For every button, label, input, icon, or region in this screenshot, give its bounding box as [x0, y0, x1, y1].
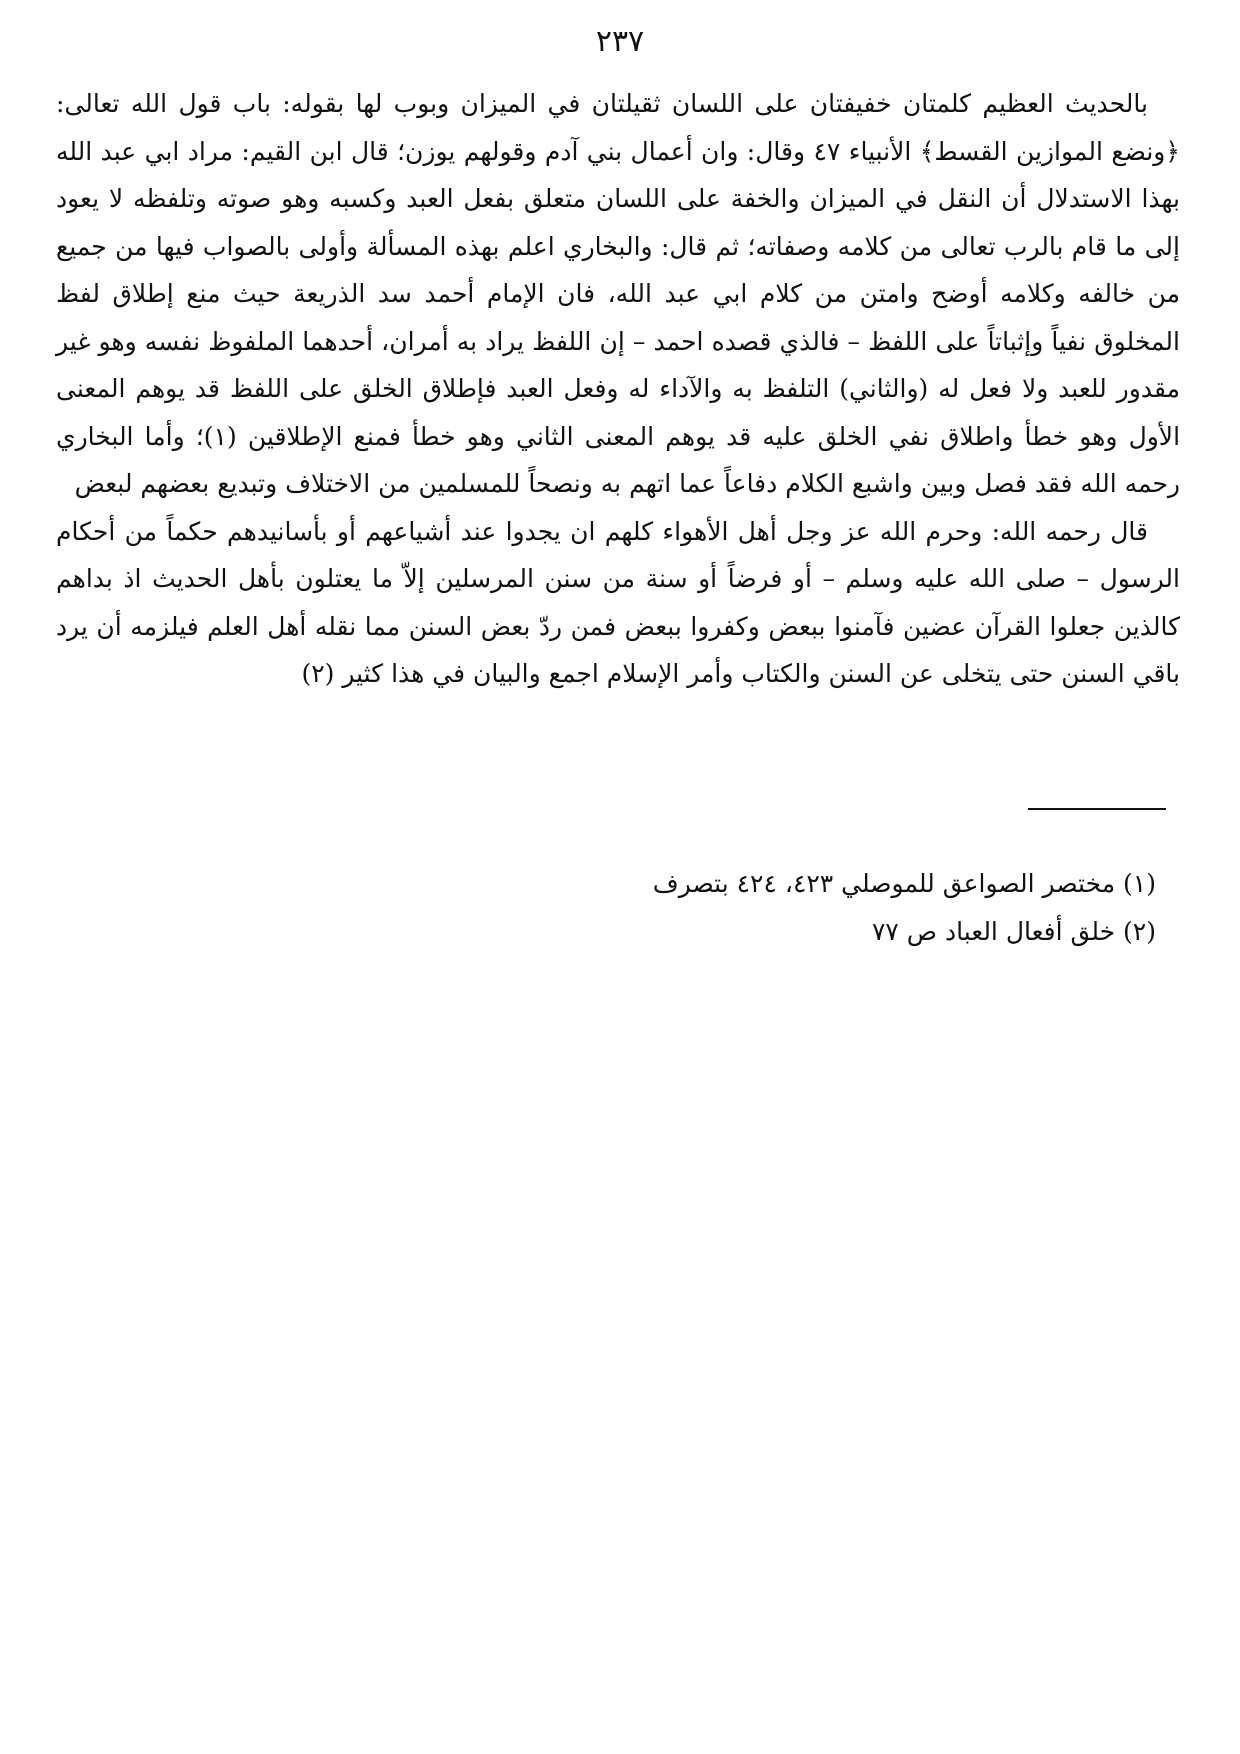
paragraph: بالحديث العظيم كلمتان خفيفتان على اللسان ثقيلتان في الميزان وبوب لها بقوله: باب قول الله تعالى: ﴿ونضع الموازين القسط﴾ الأنبياء ٤٧ وقال: وان أعمال بني آدم وقولهم يوزن؛ قال ابن القيم: مراد ابي عبد الله بهذا الاستدلال أن النقل في الميزان والخفة على اللسان متعلق بفعل العبد وكسبه وهو صوته وتلفظه لا يعود إلى ما قام بالرب تعالى من كلامه وصفاته؛ ثم قال: والبخاري اعلم بهذه المسألة وأولى بالصواب فيها من جميع من خالفه وكلامه أوضح وامتن من كلام ابي عبد الله، فان الإمام أحمد سد الذريعة حيث منع إطلاق لفظ المخلوق نفياً وإثباتاً على اللفظ – فالذي قصده احمد – إن اللفظ يراد به أمران، أحدهما الملفوظ نفسه وهو غير مقدور للعبد ولا فعل له (والثاني) التلفظ به والآداء له وفعل العبد فإطلاق الخلق على اللفظ قد يوهم المعنى الأول وهو خطأ واطلاق نفي الخلق عليه قد يوهم المعنى الثاني وهو خطأ فمنع الإطلاقين (١)؛ وأما البخاري رحمه الله فقد فصل وبين واشبع الكلام دفاعاً عما اتهم به ونصحاً للمسلمين من الاختلاف وتبديع بعضهم لبعض	[56, 89, 1181, 498]
footnote: (٢) خلق أفعال العباد ص ٧٧	[871, 917, 1156, 946]
body-text	[56, 80, 1180, 698]
page-number: ٢٣٧	[595, 24, 645, 59]
footnote-separator	[1028, 808, 1166, 810]
paragraph: قال رحمه الله: وحرم الله عز وجل أهل الأهواء كلهم ان يجدوا عند أشياعهم أو بأسانيدهم حكماً من أحكام الرسول – صلى الله عليه وسلم – أو فرضاً أو سنة من سنن المرسلين إلاّ ما يعتلون بأهل الحديث اذ بداهم كالذين جعلوا القرآن عضين فآمنوا ببعض وكفروا ببعض فمن ردّ بعض السنن مما نقله أهل العلم فيلزمه أن يرد باقي السنن حتى يتخلى عن السنن والكتاب وأمر الإسلام اجمع والبيان في هذا كثير (٢)	[56, 516, 1180, 688]
footnote: (١) مختصر الصواعق للموصلي ٤٢٣، ٤٢٤ بتصرف	[652, 869, 1156, 898]
footnotes	[56, 860, 1156, 956]
